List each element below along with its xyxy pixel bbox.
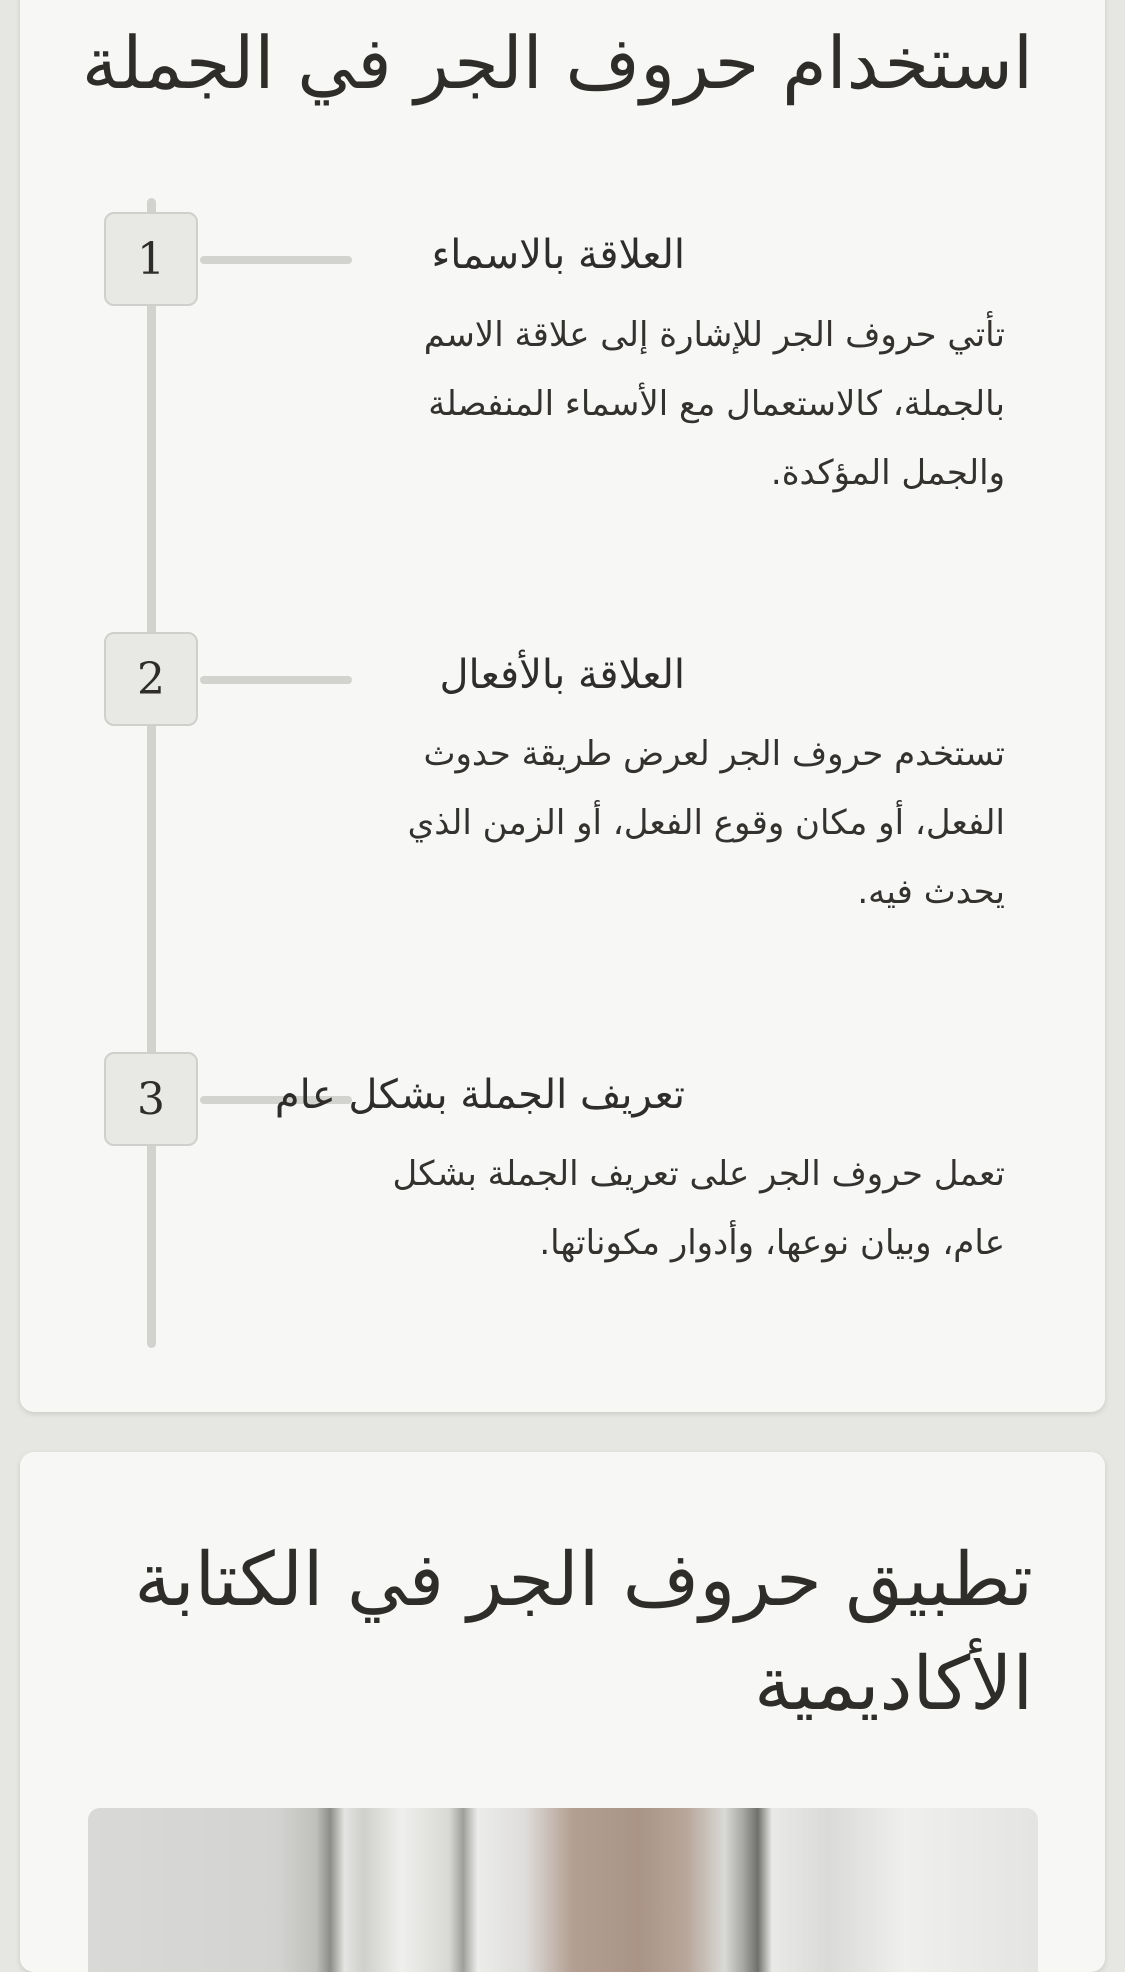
step-title: العلاقة بالاسماء <box>431 232 685 278</box>
step-description: تعمل حروف الجر على تعريف الجملة بشكل عام، وبيان نوعها، وأدوار مكوناتها. <box>392 1154 1005 1263</box>
step-connector <box>200 256 352 264</box>
section-title: تطبيق حروف الجر في الكتابة الأكاديمية <box>134 1537 1033 1727</box>
academic-writing-image <box>88 1808 1038 1972</box>
step-connector <box>200 676 352 684</box>
step-number-badge: 1 <box>104 212 198 306</box>
step-title: العلاقة بالأفعال <box>439 652 685 698</box>
step-description: تأتي حروف الجر للإشارة إلى علاقة الاسم بالجملة، كالاستعمال مع الأسماء المنفصلة والجمل المؤكدة. <box>423 315 1005 493</box>
prepositions-usage-card <box>20 0 1105 1412</box>
step-description: تستخدم حروف الجر لعرض طريقة حدوث الفعل، أو مكان وقوع الفعل، أو الزمن الذي يحدث فيه. <box>407 734 1005 912</box>
step-title: تعريف الجملة بشكل عام <box>274 1072 685 1118</box>
step-number-badge: 3 <box>104 1052 198 1146</box>
section-title: استخدام حروف الجر في الجملة <box>81 21 1033 105</box>
step-number-badge: 2 <box>104 632 198 726</box>
academic-writing-card <box>20 1452 1105 1972</box>
timeline-line <box>147 198 156 1348</box>
